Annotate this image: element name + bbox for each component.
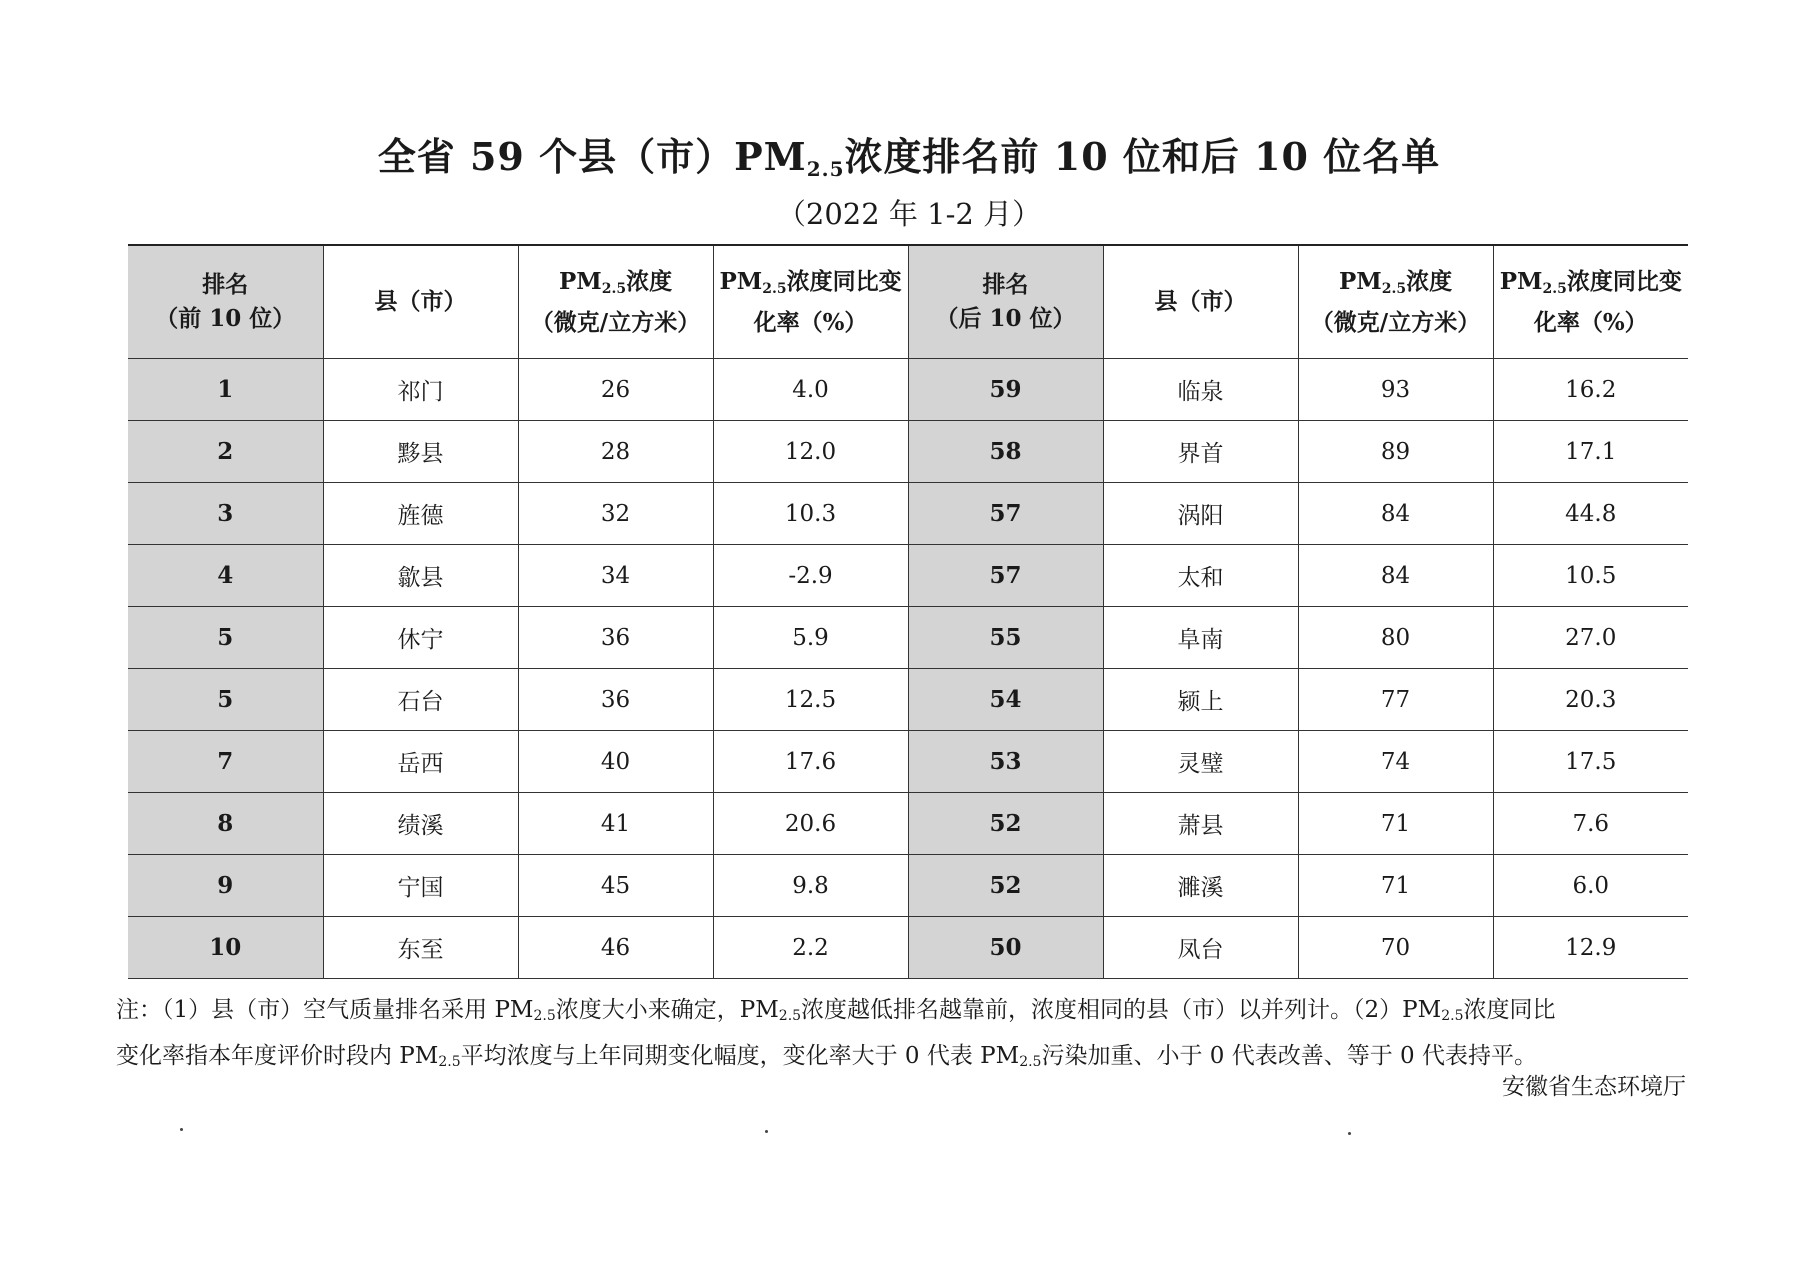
header-concentration-bottom [1298, 245, 1493, 359]
concentration-top-cell: 28 [518, 421, 713, 483]
concentration-top-cell: 46 [518, 917, 713, 979]
county-bottom-cell: 灵璧 [1103, 731, 1298, 793]
county-bottom-cell: 萧县 [1103, 793, 1298, 855]
change-top-cell: 9.8 [713, 855, 908, 917]
change-bottom-cell: 17.1 [1493, 421, 1688, 483]
county-top-cell: 石台 [323, 669, 518, 731]
change-bottom-cell: 6.0 [1493, 855, 1688, 917]
table-row [128, 545, 1688, 607]
rank-bottom-cell: 57 [908, 545, 1103, 607]
rank-top-cell: 8 [128, 793, 323, 855]
table-row [128, 359, 1688, 421]
note-subscript: 2.5 [1019, 1054, 1042, 1070]
header-change-bottom [1493, 245, 1688, 359]
change-bottom-cell: 44.8 [1493, 483, 1688, 545]
note-subscript: 2.5 [533, 1008, 556, 1024]
header-subscript: 2.5 [1542, 280, 1567, 297]
concentration-top-cell: 41 [518, 793, 713, 855]
rank-top-cell: 5 [128, 669, 323, 731]
concentration-bottom-cell: 71 [1298, 855, 1493, 917]
scan-speck [1348, 1132, 1351, 1135]
county-bottom-cell: 阜南 [1103, 607, 1298, 669]
header-text: （前 10 位） [155, 305, 296, 332]
rank-top-cell: 10 [128, 917, 323, 979]
header-county-top: 县（市） [323, 245, 518, 359]
rank-bottom-cell: 53 [908, 731, 1103, 793]
concentration-top-cell: 45 [518, 855, 713, 917]
change-top-cell: 10.3 [713, 483, 908, 545]
note-text: 浓度大小来确定，PM [555, 997, 779, 1023]
change-bottom-cell: 7.6 [1493, 793, 1688, 855]
rank-bottom-cell: 54 [908, 669, 1103, 731]
header-text: PM [1338, 267, 1382, 295]
change-top-cell: 4.0 [713, 359, 908, 421]
county-top-cell: 绩溪 [323, 793, 518, 855]
concentration-top-cell: 34 [518, 545, 713, 607]
title-prefix: 全省 59 个县（市）PM [377, 134, 807, 179]
header-concentration-top [518, 245, 713, 359]
header-text: 排名 [202, 271, 249, 298]
rank-top-cell: 7 [128, 731, 323, 793]
change-top-cell: -2.9 [713, 545, 908, 607]
note-subscript: 2.5 [1441, 1008, 1464, 1024]
change-top-cell: 5.9 [713, 607, 908, 669]
county-top-cell: 宁国 [323, 855, 518, 917]
note-text: 浓度同比 [1463, 997, 1556, 1023]
concentration-bottom-cell: 93 [1298, 359, 1493, 421]
rank-bottom-cell: 59 [908, 359, 1103, 421]
note-text: 注：（1）县（市）空气质量排名采用 PM [116, 997, 534, 1023]
change-bottom-cell: 10.5 [1493, 545, 1688, 607]
rank-bottom-cell: 57 [908, 483, 1103, 545]
county-top-cell: 东至 [323, 917, 518, 979]
table-row [128, 917, 1688, 979]
county-bottom-cell: 太和 [1103, 545, 1298, 607]
header-text: （微克/立方米） [1310, 308, 1481, 336]
note-subscript: 2.5 [778, 1008, 802, 1024]
header-text: 浓度同比变 [786, 267, 902, 295]
table-row [128, 669, 1688, 731]
ranking-table [128, 244, 1688, 979]
concentration-top-cell: 32 [518, 483, 713, 545]
header-subscript: 2.5 [1381, 280, 1407, 297]
concentration-top-cell: 40 [518, 731, 713, 793]
concentration-top-cell: 36 [518, 607, 713, 669]
note-text: 浓度越低排名越靠前，浓度相同的县（市）以并列计。（2）PM [801, 997, 1442, 1023]
change-bottom-cell: 12.9 [1493, 917, 1688, 979]
concentration-top-cell: 26 [518, 359, 713, 421]
rank-bottom-cell: 52 [908, 855, 1103, 917]
rank-bottom-cell: 52 [908, 793, 1103, 855]
rank-top-cell: 5 [128, 607, 323, 669]
scan-speck [765, 1130, 768, 1133]
county-top-cell: 歙县 [323, 545, 518, 607]
page-subtitle: （2022 年 1-2 月） [776, 197, 1042, 231]
rank-bottom-cell: 50 [908, 917, 1103, 979]
table-row [128, 793, 1688, 855]
header-subscript: 2.5 [762, 280, 787, 297]
concentration-bottom-cell: 84 [1298, 483, 1493, 545]
table-body [128, 359, 1688, 979]
county-top-cell: 旌德 [323, 483, 518, 545]
county-top-cell: 黟县 [323, 421, 518, 483]
concentration-bottom-cell: 71 [1298, 793, 1493, 855]
county-bottom-cell: 凤台 [1103, 917, 1298, 979]
note-text: 污染加重、小于 0 代表改善、等于 0 代表持平。 [1041, 1043, 1537, 1069]
change-bottom-cell: 20.3 [1493, 669, 1688, 731]
table-row [128, 607, 1688, 669]
table-row [128, 731, 1688, 793]
footnote [116, 990, 1726, 1082]
change-top-cell: 12.0 [713, 421, 908, 483]
header-text: 排名 [982, 271, 1029, 298]
county-bottom-cell: 涡阳 [1103, 483, 1298, 545]
table-row [128, 855, 1688, 917]
note-text: 平均浓度与上年同期变化幅度，变化率大于 0 代表 PM [460, 1043, 1020, 1069]
change-top-cell: 12.5 [713, 669, 908, 731]
change-bottom-cell: 27.0 [1493, 607, 1688, 669]
header-text: 浓度同比变 [1566, 267, 1682, 295]
rank-top-cell: 2 [128, 421, 323, 483]
footnote-line-1 [116, 990, 1726, 1036]
title-subscript: 2.5 [806, 157, 845, 181]
rank-top-cell: 1 [128, 359, 323, 421]
header-county-bottom: 县（市） [1103, 245, 1298, 359]
concentration-bottom-cell: 74 [1298, 731, 1493, 793]
rank-bottom-cell: 58 [908, 421, 1103, 483]
county-bottom-cell: 界首 [1103, 421, 1298, 483]
header-row [128, 245, 1688, 359]
change-bottom-cell: 16.2 [1493, 359, 1688, 421]
page-title [0, 126, 1800, 181]
rank-top-cell: 4 [128, 545, 323, 607]
rank-bottom-cell: 55 [908, 607, 1103, 669]
rank-top-cell: 9 [128, 855, 323, 917]
header-text: （后 10 位） [935, 305, 1076, 332]
concentration-bottom-cell: 70 [1298, 917, 1493, 979]
header-rank-bottom [908, 245, 1103, 359]
change-top-cell: 2.2 [713, 917, 908, 979]
header-change-top [713, 245, 908, 359]
header-rank-top [128, 245, 323, 359]
change-top-cell: 17.6 [713, 731, 908, 793]
concentration-bottom-cell: 80 [1298, 607, 1493, 669]
header-text: 浓度 [626, 267, 673, 295]
county-bottom-cell: 濉溪 [1103, 855, 1298, 917]
header-text: （微克/立方米） [530, 308, 701, 336]
header-text: PM [558, 267, 602, 295]
county-bottom-cell: 临泉 [1103, 359, 1298, 421]
county-top-cell: 休宁 [323, 607, 518, 669]
footnote-line-2 [116, 1036, 1726, 1082]
issuing-organization: 安徽省生态环境厅 [1502, 1074, 1686, 1100]
rank-top-cell: 3 [128, 483, 323, 545]
concentration-bottom-cell: 77 [1298, 669, 1493, 731]
note-subscript: 2.5 [438, 1054, 461, 1070]
scan-speck [180, 1128, 183, 1131]
header-text: 浓度 [1406, 267, 1453, 295]
change-top-cell: 20.6 [713, 793, 908, 855]
table-row [128, 421, 1688, 483]
county-top-cell: 岳西 [323, 731, 518, 793]
note-text: 变化率指本年度评价时段内 PM [116, 1043, 439, 1069]
table-row [128, 483, 1688, 545]
concentration-bottom-cell: 84 [1298, 545, 1493, 607]
header-text: PM [719, 267, 763, 295]
header-text: PM [1499, 267, 1543, 295]
header-text: 化率（%） [1533, 308, 1648, 336]
change-bottom-cell: 17.5 [1493, 731, 1688, 793]
title-suffix: 浓度排名前 10 位和后 10 位名单 [844, 134, 1441, 179]
concentration-bottom-cell: 89 [1298, 421, 1493, 483]
header-text: 化率（%） [753, 308, 868, 336]
header-subscript: 2.5 [601, 280, 627, 297]
concentration-top-cell: 36 [518, 669, 713, 731]
county-top-cell: 祁门 [323, 359, 518, 421]
county-bottom-cell: 颍上 [1103, 669, 1298, 731]
